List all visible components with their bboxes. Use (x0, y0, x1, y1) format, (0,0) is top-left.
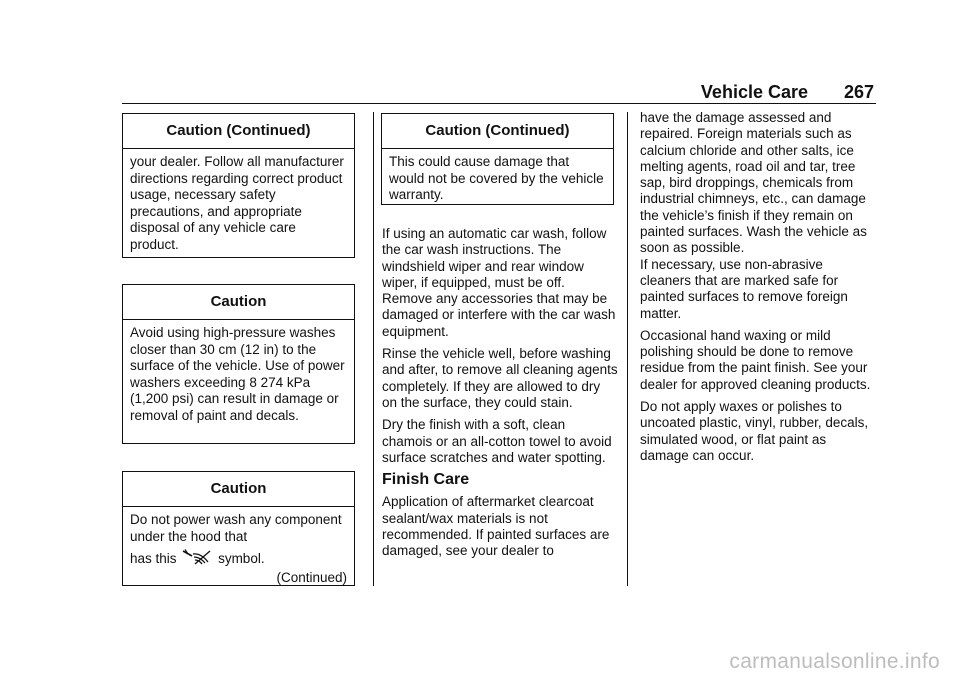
column-divider-1 (373, 112, 374, 586)
column-divider-2 (627, 112, 628, 586)
paragraph: Application of aftermarket clearcoat sealant/wax materials is not recommended. If painted surfaces are damaged, see your dealer to (382, 494, 610, 559)
caution-box-warranty (381, 113, 614, 205)
paragraph: Dry the finish with a soft, clean chamois or an all-cotton towel to avoid surface scratches and water spotting. (382, 417, 612, 465)
paragraph: Occasional hand waxing or mild polishing should be done to remove residue from the paint finish. See your dealer for approved cleaning products. (640, 327, 871, 392)
continued-label: (Continued) (276, 569, 347, 585)
caution-box-under-hood (122, 471, 355, 586)
caution-title: Caution (Continued) (123, 114, 354, 149)
high-pressure-wash-prohibited-icon (182, 549, 212, 565)
section-title: Vehicle Care (700, 82, 808, 102)
caution-body (123, 507, 354, 592)
watermark: carmanualsonline.info (729, 650, 940, 673)
caution-text: Avoid using high-pressure washes closer than 30 cm (12 in) to the surface of the vehicle. Use of power washers exceeding 8 274 kPa (1,200 psi) can result in damage or removal of paint and decals. (130, 325, 345, 423)
caution-text-line1: Do not power wash any component under the hood that (130, 512, 342, 544)
caution-body (123, 320, 354, 430)
caution-title: Caution (Continued) (382, 114, 613, 149)
caution-text-prefix: has this (130, 551, 177, 566)
caution-text-line2 (130, 549, 347, 568)
column-2-text (382, 226, 618, 566)
paragraph: Do not apply waxes or polishes to uncoated plastic, vinyl, rubber, decals, simulated wood, or flat paint as damage can occur. (640, 399, 869, 463)
caution-box-high-pressure (122, 284, 355, 444)
page-number: 267 (843, 82, 874, 102)
caution-title: Caution (123, 285, 354, 320)
caution-title: Caution (123, 472, 354, 507)
paragraph: If using an automatic car wash, follow the car wash instructions. The windshield wiper and rear window wiper, if equipped, must be off. Remove any accessories that may be damaged or interfere with the car wash equipment. (382, 226, 616, 339)
paragraph: Rinse the vehicle well, before washing and after, to remove all cleaning agents completely. If they are allowed to dry on the surface, they could stain. (382, 346, 618, 410)
caution-body (382, 149, 613, 210)
caution-text: your dealer. Follow all manufacturer directions regarding correct product usage, necessary safety precautions, and appropriate disposal of any vehicle care product. (130, 154, 344, 252)
caution-body (123, 149, 354, 259)
column-3-text (640, 110, 876, 470)
paragraph: have the damage assessed and repaired. Foreign materials such as calcium chloride and other salts, ice melting agents, road oil and tar, tree sap, bird droppings, chemicals from industrial chimneys, etc., can damage the vehicle’s finish if they remain on painted surfaces. Wash the vehicle as soon as possible. (640, 110, 867, 256)
section-heading: Finish Care (382, 471, 470, 489)
caution-text-suffix: symbol. (218, 551, 265, 566)
caution-box-continued (122, 113, 355, 258)
paragraph: If necessary, use non-abrasive cleaners that are marked safe for painted surfaces to remove foreign matter. (640, 256, 848, 321)
caution-text: This could cause damage that would not be covered by the vehicle warranty. (389, 154, 604, 202)
header-rule (122, 103, 876, 104)
